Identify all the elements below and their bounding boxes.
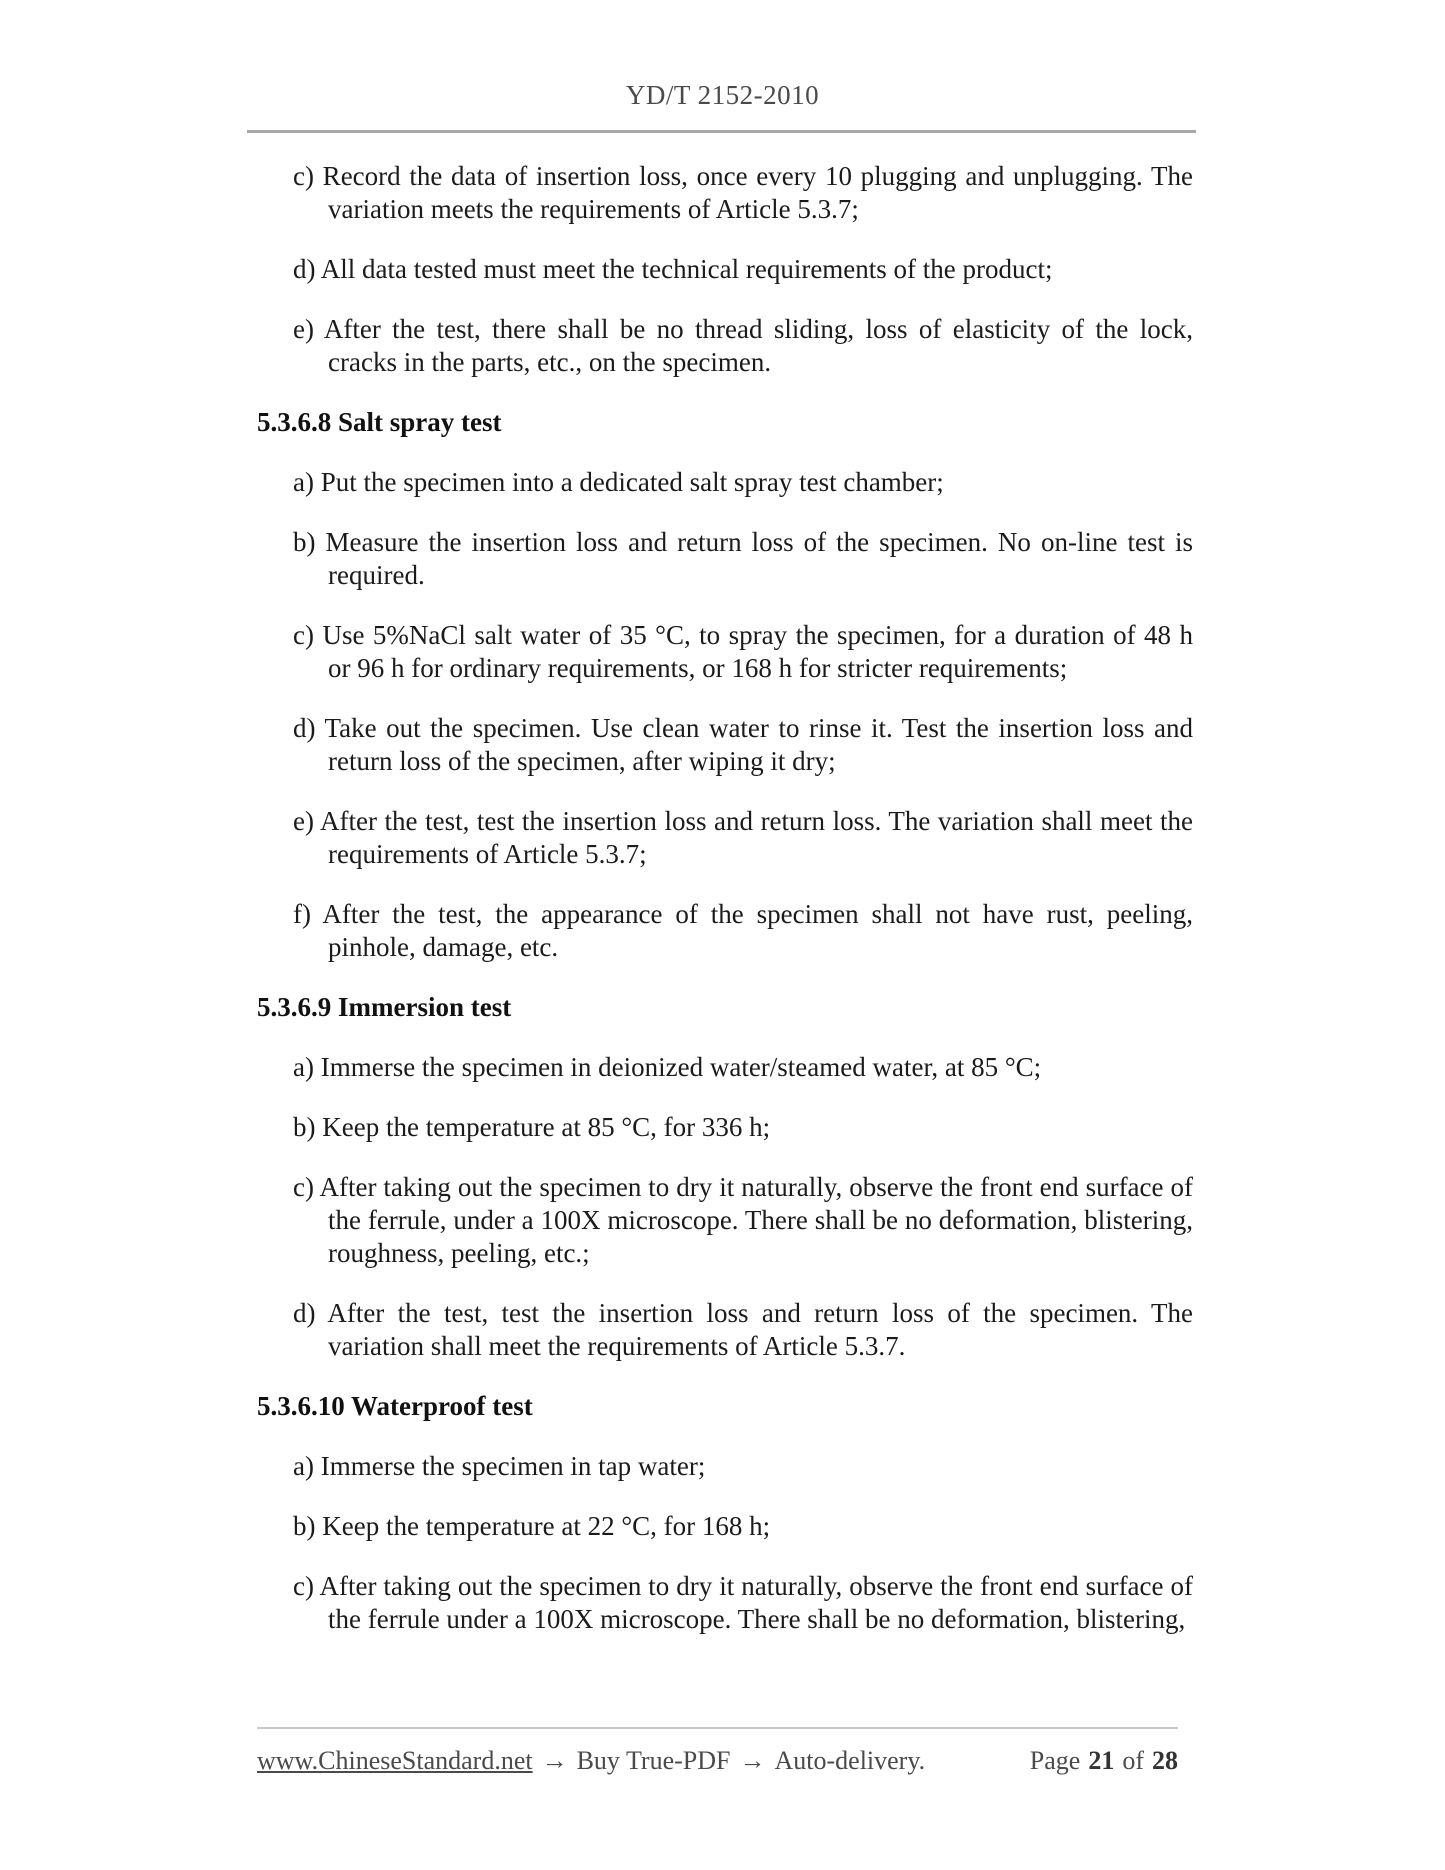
list-item: c) After taking out the specimen to dry it naturally, observe the front end surface of the ferrule under a 100X microscope. There shall be no deformation, blistering, bbox=[293, 1571, 1193, 1634]
auto-delivery-text: Auto-delivery. bbox=[774, 1746, 926, 1775]
list-item: a) Immerse the specimen in tap water; bbox=[293, 1451, 706, 1481]
list-item: a) Put the specimen into a dedicated salt spray test chamber; bbox=[293, 467, 944, 497]
section-heading: 5.3.6.9 Immersion test bbox=[257, 992, 512, 1022]
arrow-right-icon: → bbox=[739, 1746, 766, 1775]
list-item: b) Measure the insertion loss and return loss of the specimen. No on-line test is required. bbox=[293, 527, 1193, 590]
page-indicator bbox=[1030, 1746, 1178, 1776]
list-item: f) After the test, the appearance of the specimen shall not have rust, peeling, pinhole, damage, etc. bbox=[293, 899, 1193, 962]
site-link[interactable]: www.ChineseStandard.net bbox=[257, 1746, 533, 1775]
list-item: d) After the test, test the insertion loss and return loss of the specimen. The variation shall meet the requirements of Article 5.3.7. bbox=[293, 1298, 1193, 1361]
page-footer bbox=[257, 1746, 1178, 1776]
list-item: d) Take out the specimen. Use clean water to rinse it. Test the insertion loss and return loss of the specimen, after wiping it dry; bbox=[293, 713, 1193, 776]
list-item: d) All data tested must meet the technical requirements of the product; bbox=[293, 254, 1053, 284]
section-heading: 5.3.6.8 Salt spray test bbox=[257, 407, 502, 437]
arrow-right-icon: → bbox=[541, 1746, 568, 1775]
list-item: e) After the test, test the insertion loss and return loss. The variation shall meet the requirements of Article 5.3.7; bbox=[293, 806, 1193, 869]
list-item: c) After taking out the specimen to dry it naturally, observe the front end surface of the ferrule, under a 100X microscope. There shall be no deformation, blistering, roughness, peeling, etc.; bbox=[293, 1172, 1193, 1268]
page-total: 28 bbox=[1152, 1746, 1178, 1775]
list-item: b) Keep the temperature at 85 °C, for 336 h; bbox=[293, 1112, 771, 1142]
section-heading: 5.3.6.10 Waterproof test bbox=[257, 1391, 533, 1421]
page-number: 21 bbox=[1088, 1746, 1115, 1775]
footer-left bbox=[257, 1746, 925, 1776]
list-item: c) Record the data of insertion loss, once every 10 plugging and unplugging. The variation meets the requirements of Article 5.3.7; bbox=[293, 161, 1193, 224]
footer-rule bbox=[257, 1727, 1178, 1729]
document-body bbox=[250, 160, 1193, 1663]
list-item: e) After the test, there shall be no thread sliding, loss of elasticity of the lock, cracks in the parts, etc., on the specimen. bbox=[293, 314, 1193, 377]
header-rule bbox=[247, 130, 1196, 133]
list-item: c) Use 5%NaCl salt water of 35 °C, to spray the specimen, for a duration of 48 h or 96 h for ordinary requirements, or 168 h for stricter requirements; bbox=[293, 620, 1193, 683]
page-header-title: YD/T 2152-2010 bbox=[625, 80, 820, 110]
list-item: a) Immerse the specimen in deionized water/steamed water, at 85 °C; bbox=[293, 1052, 1042, 1082]
list-item: b) Keep the temperature at 22 °C, for 168 h; bbox=[293, 1511, 771, 1541]
page-label: Page bbox=[1029, 1746, 1081, 1775]
buy-truepdf-text: Buy True-PDF bbox=[576, 1746, 731, 1775]
of-label: of bbox=[1122, 1746, 1144, 1775]
